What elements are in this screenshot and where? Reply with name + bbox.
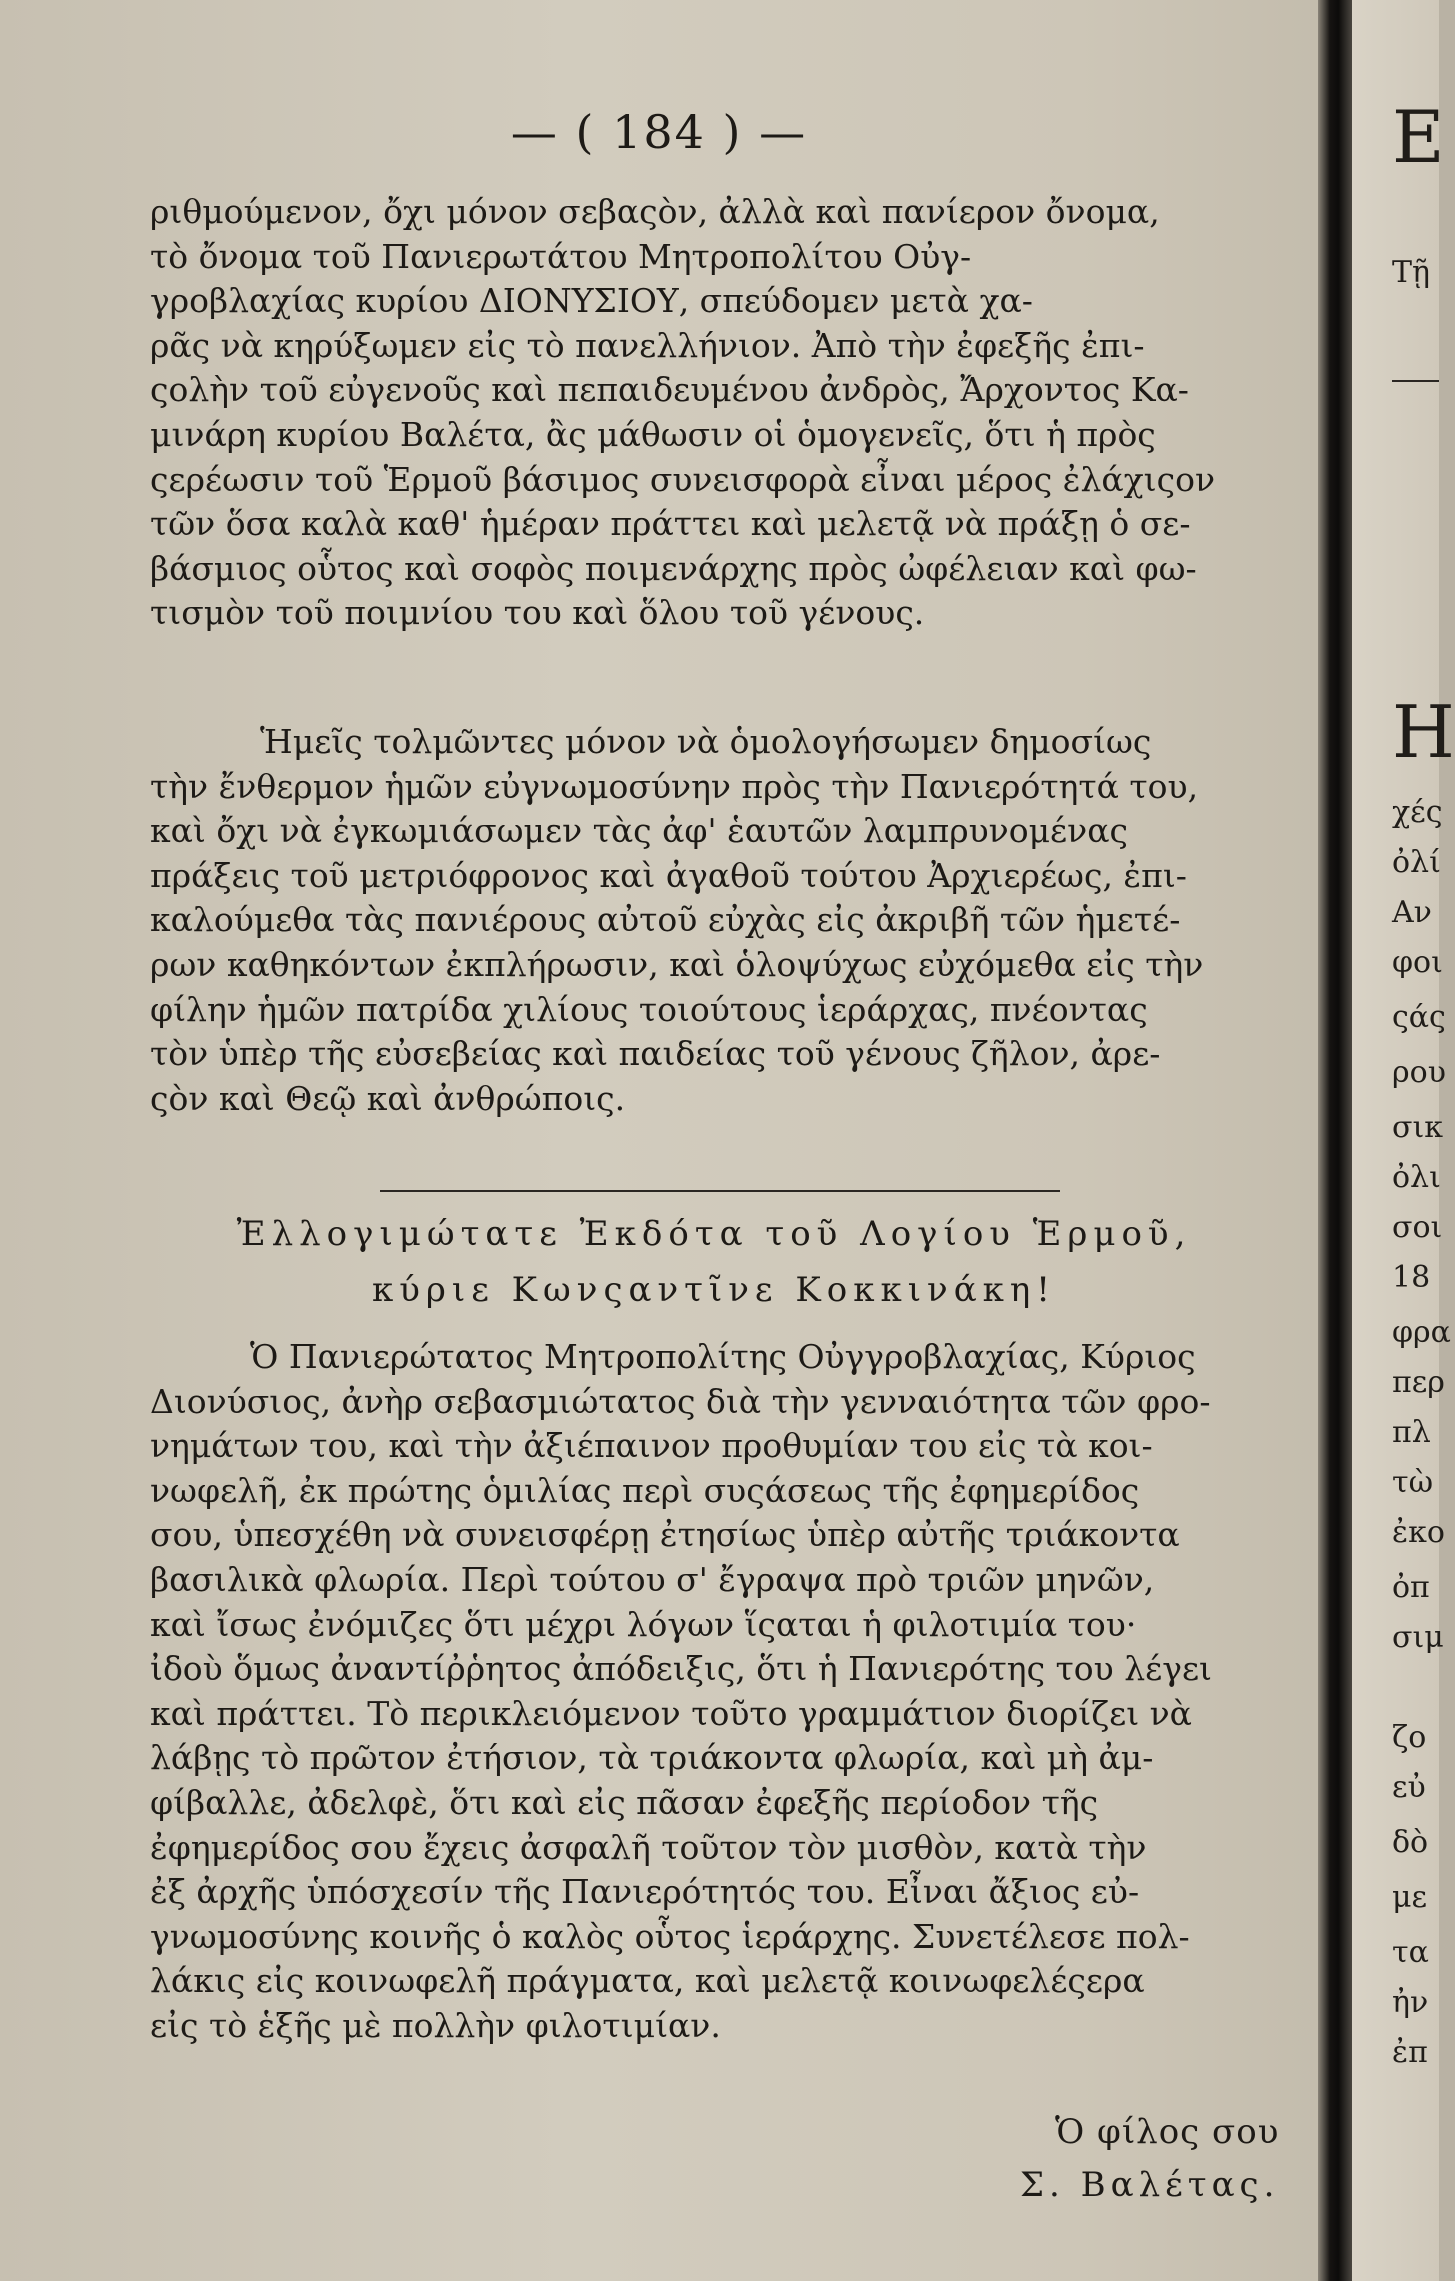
facing-page-fragment: ρου <box>1392 1055 1446 1090</box>
facing-page-fragment: ςάς <box>1392 1000 1446 1035</box>
facing-page-fragment: E <box>1392 95 1445 179</box>
text-line: γνωμοσύνης κοινῆς ὁ καλὸς οὗτος ἱεράρχης. Συνετέλεσε πολ- <box>150 1916 1190 1956</box>
facing-page-fragment: φρα <box>1392 1315 1451 1350</box>
facing-page-fragment: Αν <box>1392 895 1432 930</box>
text-line: τισμὸν τοῦ ποιμνίου του καὶ ὅλου τοῦ γένους. <box>150 593 925 633</box>
text-line: εἰς τὸ ἑξῆς μὲ πολλὴν φιλοτιμίαν. <box>150 2005 721 2045</box>
signature: Σ. Βαλέτας. <box>1020 2165 1280 2205</box>
facing-page-fragment: ἐπ <box>1392 2035 1428 2070</box>
text-line: τὸ ὄνομα τοῦ Πανιερωτάτου Μητροπολίτου Οὐγ- <box>150 236 972 276</box>
facing-page-edge <box>1352 0 1455 2281</box>
text-line: καὶ ἴσως ἐνόμιζες ὅτι μέχρι λόγων ἵςαται ἡ φιλοτιμία του· <box>150 1604 1137 1644</box>
facing-page-fragment: σικ <box>1392 1110 1443 1145</box>
text-line: Ἡμεῖς τολμῶντες μόνον νὰ ὁμολογήσωμεν δημοσίως <box>260 722 1152 761</box>
facing-page-fragment: ζο <box>1392 1720 1427 1755</box>
facing-page-fragment: 18 <box>1392 1260 1431 1295</box>
text-line: Ὁ Πανιερώτατος Μητροπολίτης Οὐγγροβλαχίας, Κύριος <box>250 1337 1196 1376</box>
text-line: φίβαλλε, ἀδελφὲ, ὅτι καὶ εἰς πᾶσαν ἐφεξῆς περίοδον τῆς <box>150 1782 1099 1822</box>
text-line: ἰδοὺ ὅμως ἀναντίῤῥητος ἀπόδειξις, ὅτι ἡ Πανιερότης του λέγει <box>150 1649 1212 1689</box>
facing-page-fragment: εὐ <box>1392 1770 1426 1805</box>
text-line: ριθμούμενον, ὄχι μόνον σεβαςὸν, ἀλλὰ καὶ πανίερον ὄνομα, <box>150 192 1160 231</box>
text-line: νωφελῆ, ἐκ πρώτης ὁμιλίας περὶ συςάσεως τῆς ἐφημερίδος <box>150 1470 1140 1510</box>
text-line: ςερέωσιν τοῦ Ἑρμοῦ βάσιμος συνεισφορὰ εἶναι μέρος ἐλάχιςον <box>150 459 1216 499</box>
facing-page-fragment: σοι <box>1392 1210 1443 1245</box>
text-line: τῶν ὅσα καλὰ καθ' ἡμέραν πράττει καὶ μελετᾷ νὰ πράξῃ ὁ σε- <box>150 504 1191 544</box>
text-line: ςὸν καὶ Θεῷ καὶ ἀνθρώποις. <box>150 1078 626 1118</box>
text-line: καλούμεθα τὰς πανιέρους αὐτοῦ εὐχὰς εἰς ἀκριβῆ τῶν ἡμετέ- <box>150 900 1181 940</box>
text-line: τὸν ὑπὲρ τῆς εὐσεβείας καὶ παιδείας τοῦ γένους ζῆλον, ἀρε- <box>150 1034 1161 1074</box>
facing-page-fragment: δὸ <box>1392 1825 1429 1860</box>
text-line: λάβῃς τὸ πρῶτον ἐτήσιον, τὰ τριάκοντα φλωρία, καὶ μὴ ἀμ- <box>150 1738 1154 1778</box>
facing-page-fragment: ἐκο <box>1392 1515 1445 1550</box>
facing-page-fragment: τὼ <box>1392 1465 1434 1500</box>
facing-page-fragment: περ <box>1392 1365 1445 1400</box>
text-line: ςολὴν τοῦ εὐγενοῦς καὶ πεπαιδευμένου ἀνδρὸς, Ἄρχοντος Κα- <box>150 370 1189 410</box>
text-line: ρων καθηκόντων ἐκπλήρωσιν, καὶ ὁλοψύχως εὐχόμεθα εἰς τὴν <box>150 944 1204 984</box>
text-line: ρᾶς νὰ κηρύξωμεν εἰς τὸ πανελλήνιον. Ἀπὸ τὴν ἐφεξῆς ἐπι- <box>150 325 1145 365</box>
text-line: νημάτων του, καὶ τὴν ἀξιέπαινον προθυμίαν του εἰς τὰ κοι- <box>150 1426 1153 1466</box>
text-line: ἐξ ἀρχῆς ὑπόσχεσίν τῆς Πανιερότητός του. Εἶναι ἄξιος εὐ- <box>150 1872 1140 1912</box>
facing-page-fragment: φοι <box>1392 945 1443 980</box>
facing-page-fragment: πλ <box>1392 1415 1431 1450</box>
text-line: τὴν ἔνθερμον ἡμῶν εὐγνωμοσύνην πρὸς τὴν Πανιερότητά του, <box>150 766 1199 806</box>
facing-page-fragment: με <box>1392 1880 1428 1915</box>
text-line: γροβλαχίας κυρίου ΔΙΟΝΥΣΙΟΥ, σπεύδομεν μετὰ χα- <box>150 281 1033 321</box>
facing-page-fragment: ἠν <box>1392 1985 1429 2020</box>
facing-page-fragment: ὀπ <box>1392 1570 1430 1605</box>
closing-phrase: Ὁ φίλος σου <box>1055 2112 1280 2152</box>
text-line: καὶ ὄχι νὰ ἐγκωμιάσωμεν τὰς ἀφ' ἑαυτῶν λαμπρυνομένας <box>150 811 1128 851</box>
section-divider <box>380 1190 1060 1192</box>
salutation-line-1: Ἐλλογιμώτατε Ἐκδότα τοῦ Λογίου Ἑρμοῦ, <box>236 1214 1192 1254</box>
facing-page-rule <box>1392 380 1439 382</box>
facing-page-fragment: ὀλι <box>1392 1160 1441 1195</box>
text-line: βάσμιος οὗτος καὶ σοφὸς ποιμενάρχης πρὸς ὠφέλειαν καὶ φω- <box>150 548 1197 588</box>
facing-page-fragment: H <box>1392 690 1455 774</box>
paragraph-2 <box>150 720 1278 1121</box>
text-line: φίλην ἡμῶν πατρίδα χιλίους τοιούτους ἱεράρχας, πνέοντας <box>150 989 1148 1029</box>
book-gutter <box>1318 0 1352 2281</box>
text-line: Διονύσιος, ἀνὴρ σεβασμιώτατος διὰ τὴν γενναιότητα τῶν φρο- <box>150 1381 1211 1421</box>
page-number-header: — ( 184 ) — <box>510 105 808 159</box>
text-line: βασιλικὰ φλωρία. Περὶ τούτου σ' ἔγραψα πρὸ τριῶν μηνῶν, <box>150 1559 1155 1599</box>
salutation-line-2: κύριε Κωνςαντῖνε Κοκκινάκη! <box>372 1270 1056 1310</box>
text-line: ἐφημερίδος σου ἔχεις ἀσφαλῆ τοῦτον τὸν μισθὸν, κατὰ τὴν <box>150 1827 1147 1867</box>
text-line: πράξεις τοῦ μετριόφρονος καὶ ἀγαθοῦ τούτου Ἀρχιερέως, ἐπι- <box>150 855 1187 895</box>
facing-page-fragment: χές <box>1392 795 1443 830</box>
facing-page-fragment: ὀλί <box>1392 845 1441 880</box>
paragraph-3 <box>150 1335 1278 2049</box>
facing-page-fragment: τα <box>1392 1935 1429 1970</box>
text-line: μινάρη κυρίου Βαλέτα, ἂς μάθωσιν οἱ ὁμογενεῖς, ὅτι ἡ πρὸς <box>150 414 1156 454</box>
text-line: καὶ πράττει. Τὸ περικλειόμενον τοῦτο γραμμάτιον διορίζει νὰ <box>150 1693 1192 1733</box>
facing-page-fragment: σιμ <box>1392 1620 1444 1655</box>
paragraph-1 <box>150 190 1278 636</box>
text-line: σου, ὑπεσχέθη νὰ συνεισφέρῃ ἐτησίως ὑπὲρ αὐτῆς τριάκοντα <box>150 1515 1180 1555</box>
text-line: λάκις εἰς κοινωφελῆ πράγματα, καὶ μελετᾷ κοινωφελέςερα <box>150 1961 1145 2001</box>
facing-page-fragment: Τῇ <box>1392 255 1430 290</box>
